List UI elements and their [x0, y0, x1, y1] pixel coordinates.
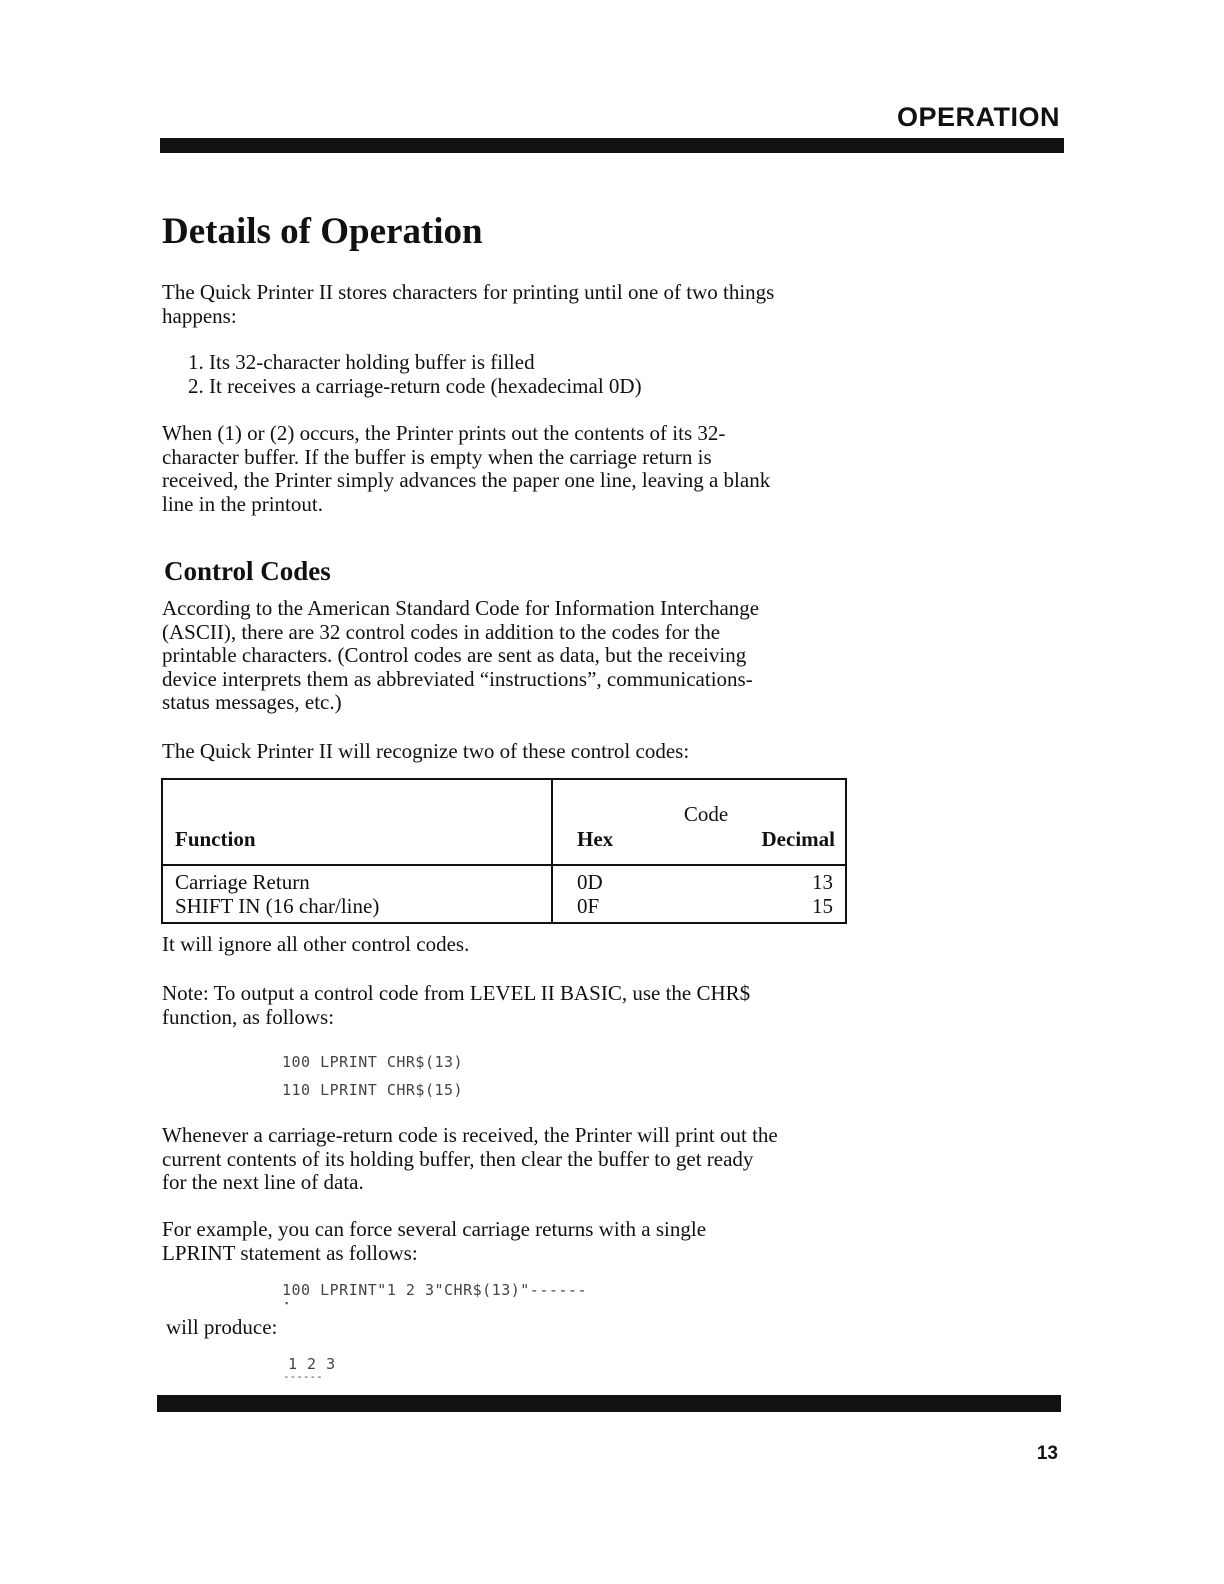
list-item: 2. It receives a carriage-return code (hexadecimal 0D) [188, 373, 642, 398]
when-paragraph: When (1) or (2) occurs, the Printer prints out the contents of its 32-character buffer. If the buffer is empty when the carriage return is received, the Printer simply advances the paper one line, leaving a blank line in the printout. [162, 421, 771, 516]
decimal-value: 15 [812, 894, 833, 918]
function-value: SHIFT IN (16 char/line) [175, 894, 380, 918]
ascii-paragraph: According to the American Standard Code for Information Interchange (ASCII), there are 32 control codes in addition to the codes for the printable characters. (Control codes are sent as data, but the receiving device interprets them as abbreviated “instructions”, communications-status messages, etc.) [162, 596, 760, 714]
note-paragraph: Note: To output a control code from LEVEL II BASIC, use the CHR$ function, as follows: [162, 981, 751, 1029]
function-value: Carriage Return [175, 870, 310, 894]
list-item: 1. Its 32-character holding buffer is filled [188, 350, 535, 374]
hex-column-header: Hex [577, 827, 614, 851]
intro-paragraph: The Quick Printer II stores characters for printing until one of two things happens: [162, 280, 775, 328]
header-rule [160, 138, 1064, 153]
example-paragraph: For example, you can force several carriage returns with a single LPRINT statement as follows: [162, 1217, 707, 1265]
hex-value: 0F [577, 894, 600, 918]
table-header-row [162, 779, 846, 865]
control-code-table [161, 778, 847, 924]
function-cell [162, 865, 552, 923]
whenever-paragraph: Whenever a carriage-return code is received, the Printer will print out the current contents of its holding buffer, then clear the buffer to get ready for the next line of data. [162, 1123, 778, 1194]
footer-rule [157, 1395, 1061, 1412]
ignore-paragraph: It will ignore all other control codes. [162, 932, 470, 956]
code-block [282, 1048, 463, 1104]
table-row [162, 865, 846, 923]
output-sample: 1 2 3 [288, 1355, 336, 1373]
condition-list [188, 351, 642, 398]
code-line: 110 LPRINT CHR$(15) [282, 1081, 464, 1099]
running-head: OPERATION [896, 102, 1060, 132]
code-values-cell [552, 865, 846, 923]
decimal-column-header: Decimal [761, 827, 835, 851]
function-column-header: Function [162, 779, 552, 865]
will-produce-label: will produce: [166, 1315, 278, 1339]
section-heading: Control Codes [164, 556, 331, 586]
page-number: 13 [1036, 1443, 1058, 1464]
code-header-label: Code [683, 802, 729, 826]
code-column-header [552, 779, 846, 865]
decimal-value: 13 [812, 870, 833, 894]
page-title: Details of Operation [162, 211, 483, 252]
output-underline: ------ [283, 1370, 323, 1383]
hex-value: 0D [577, 870, 603, 894]
recognize-paragraph: The Quick Printer II will recognize two of these control codes: [162, 739, 690, 763]
code-line: 100 LPRINT CHR$(13) [282, 1053, 464, 1071]
print-mark: ▪ [285, 1298, 289, 1308]
code-example: 100 LPRINT"1 2 3"CHR$(13)"------ [282, 1281, 587, 1299]
